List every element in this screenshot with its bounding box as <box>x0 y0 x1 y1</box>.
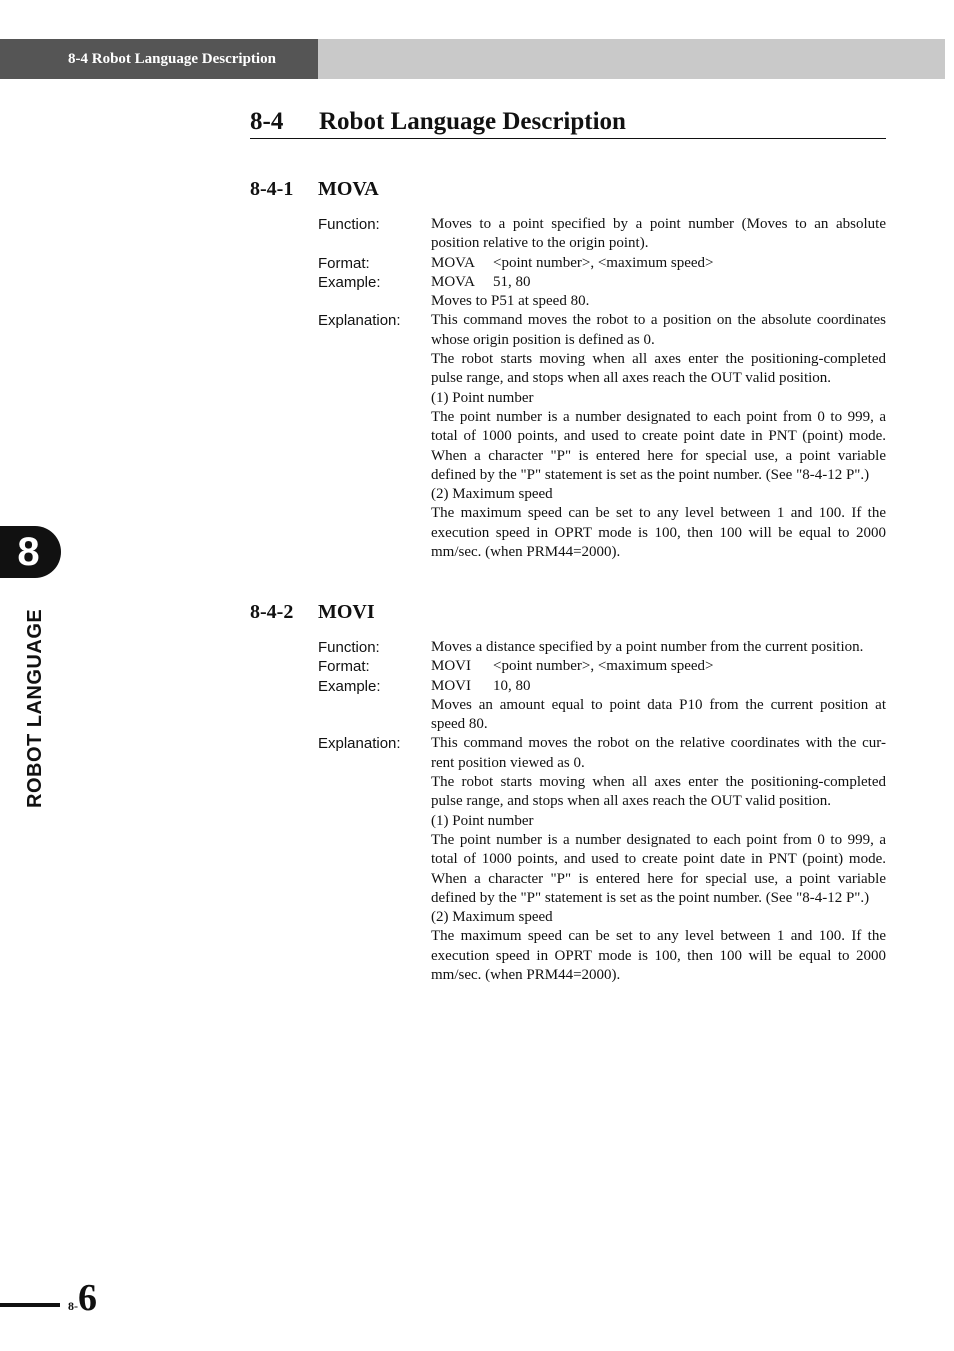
page-number <box>68 1278 97 1318</box>
movi-item1-head: (1) Point number <box>431 812 534 829</box>
movi-explanation-1: This command moves the robot on the relative coordinates with the cur-rent position viewed as 0. <box>431 735 886 771</box>
movi-explanation-row <box>318 734 886 985</box>
mova-example-row <box>318 273 886 312</box>
movi-heading-title: MOVI <box>318 601 375 623</box>
movi-format-cmd: MOVI <box>431 658 471 675</box>
mova-heading <box>250 176 379 202</box>
mova-heading-title: MOVA <box>318 178 379 200</box>
mova-heading-number: 8-4-1 <box>250 178 294 200</box>
header-bar <box>0 39 945 79</box>
mova-example-args: 51, 80 <box>493 273 531 290</box>
movi-item2-body: The maximum speed can be set to any level between 1 and 100. If the execution speed in OPRT mode is 100, then 100 will be equal to 2000 mm/sec. (when PRM44=2000). <box>431 928 886 984</box>
movi-function-text: Moves a distance specified by a point number from the current position. <box>431 639 864 655</box>
movi-block <box>318 638 886 985</box>
section-number: 8-4 <box>250 108 284 135</box>
movi-heading-number: 8-4-2 <box>250 601 294 623</box>
mova-explanation-2: The robot starts moving when all axes enter the positioning-completed pulse range, and stops when all axes reach the OUT valid position. <box>431 351 886 387</box>
chapter-tab: 8 <box>0 526 61 578</box>
movi-item2-head: (2) Maximum speed <box>431 909 553 926</box>
movi-example-args: 10, 80 <box>493 677 531 694</box>
mova-item1-body: The point number is a number designated to each point from 0 to 999, a total of 1000 points, and used to create point date in PNT (point) mode. When a character "P" is entered here for special use, a point variable defined by the "P" statement is set as the point number. (See "8-4-12 P".) <box>431 408 886 483</box>
mova-format-label: Format: <box>318 254 370 272</box>
page-number-value: 6 <box>78 1277 97 1319</box>
mova-block <box>318 215 886 562</box>
movi-item1-body: The point number is a number designated to each point from 0 to 999, a total of 1000 points, and used to create point date in PNT (point) mode. When a character "P" is entered here for special use, a point variable defined by the "P" statement is set as the point number. (See "8-4-12 P".) <box>431 831 886 906</box>
mova-item2-head: (2) Maximum speed <box>431 486 553 503</box>
movi-format-args: <point number>, <maximum speed> <box>493 658 714 675</box>
section-title-text: Robot Language Description <box>319 108 626 135</box>
movi-format-label: Format: <box>318 658 370 676</box>
page-number-prefix: 8- <box>68 1299 78 1313</box>
movi-explanation-2: The robot starts moving when all axes enter the positioning-completed pulse range, and stops when all axes reach the OUT valid position. <box>431 774 886 810</box>
mova-item2-body: The maximum speed can be set to any level between 1 and 100. If the execution speed in OPRT mode is 100, then 100 will be equal to 2000 mm/sec. (when PRM44=2000). <box>431 505 886 561</box>
header-section-label: 8-4 Robot Language Description <box>0 39 318 79</box>
mova-format-args: <point number>, <maximum speed> <box>493 254 714 271</box>
mova-function-text: Moves to a point specified by a point number (Moves to an absolute position relative to the origin point). <box>431 216 886 252</box>
mova-format-cmd: MOVA <box>431 254 475 271</box>
movi-function-label: Function: <box>318 639 380 656</box>
movi-example-cmd: MOVI <box>431 677 471 694</box>
mova-function-label: Function: <box>318 216 380 233</box>
footer-rule <box>0 1303 60 1307</box>
mova-example-label: Example: <box>318 273 381 291</box>
chapter-side-label: ROBOT LANGUAGE <box>24 608 46 808</box>
mova-example-cmd: MOVA <box>431 273 475 290</box>
mova-explanation-1: This command moves the robot to a position on the absolute coordinates whose origin position is defined as 0. <box>431 312 886 348</box>
mova-explanation-row <box>318 311 886 562</box>
mova-function-row <box>318 215 886 254</box>
mova-example-note: Moves to P51 at speed 80. <box>431 293 590 310</box>
movi-example-row <box>318 677 886 735</box>
movi-explanation-label: Explanation: <box>318 735 401 753</box>
movi-heading <box>250 599 375 625</box>
movi-example-note: Moves an amount equal to point data P10 from the current position at speed 80. <box>431 696 886 733</box>
mova-item1-head: (1) Point number <box>431 389 534 406</box>
mova-format-row <box>318 254 886 273</box>
movi-example-label: Example: <box>318 677 381 695</box>
movi-function-row <box>318 638 886 657</box>
section-title <box>250 106 886 139</box>
movi-format-row <box>318 657 886 676</box>
mova-explanation-label: Explanation: <box>318 312 401 330</box>
